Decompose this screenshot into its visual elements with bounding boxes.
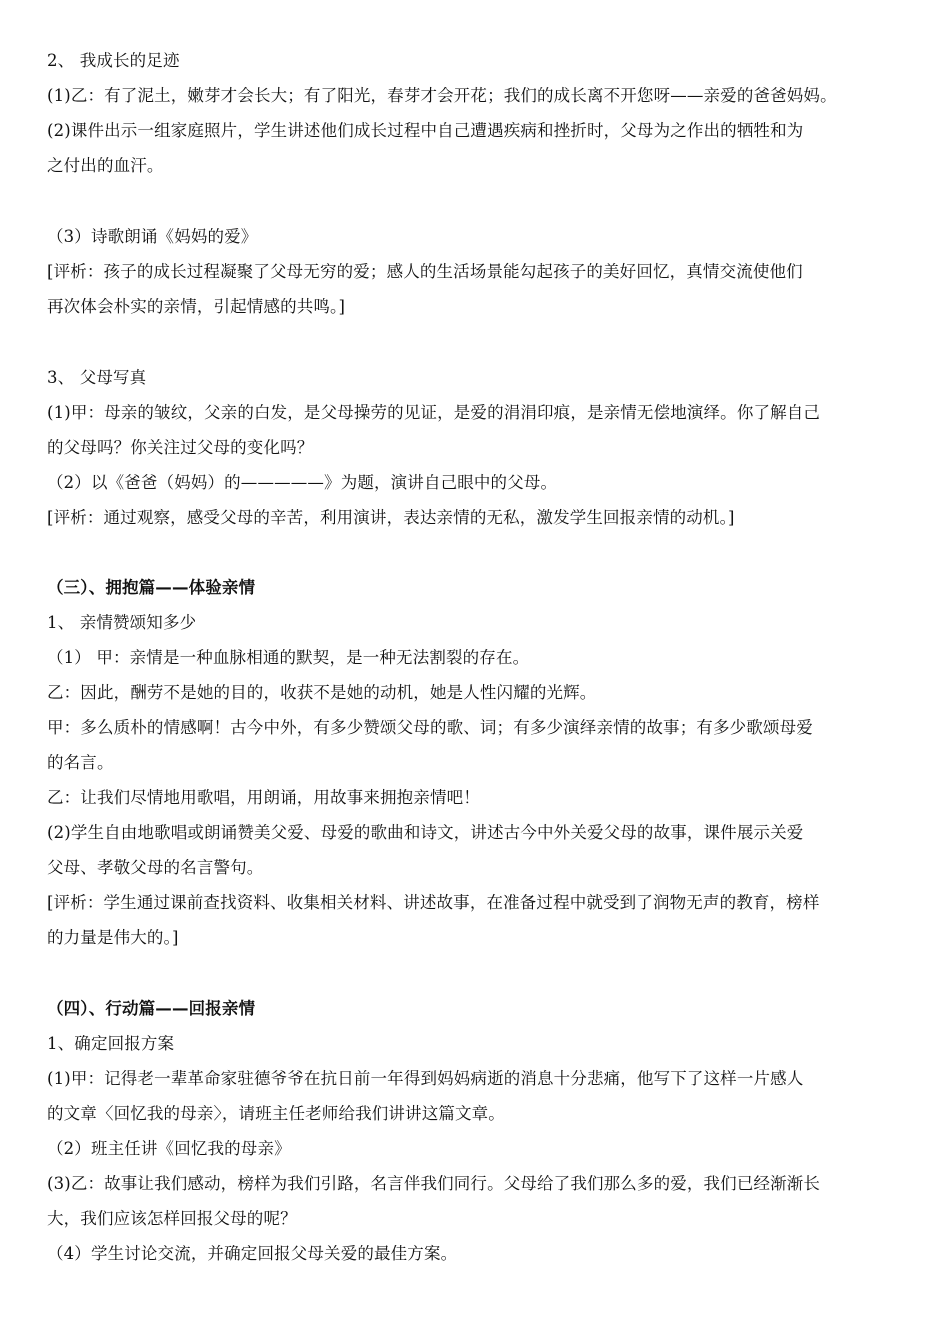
paragraph-action-4: （4）学生讨论交流，并确定回报父母关爱的最佳方案。 — [47, 1244, 458, 1263]
dialogue-jia-2-line-1: 甲：多么质朴的情感啊！古今中外，有多少赞颂父母的歌、词；有多少演绎亲情的故事；有多少歌颂母爱 — [47, 718, 813, 737]
heading-praise-family: 1、 亲情赞颂知多少 — [47, 613, 197, 632]
paragraph-portrait-2: （2）以《爸爸（妈妈）的—————》为题，演讲自己眼中的父母。 — [47, 473, 558, 492]
heading-repay-plan: 1、确定回报方案 — [47, 1034, 175, 1053]
paragraph-growth-2-line-2: 之付出的血汗。 — [47, 156, 164, 175]
comment-growth-line-2: 再次体会朴实的亲情，引起情感的共鸣。] — [47, 297, 346, 316]
heading-my-growth: 2、 我成长的足迹 — [47, 51, 180, 70]
paragraph-growth-1: (1)乙：有了泥土，嫩芽才会长大；有了阳光，春芽才会开花；我们的成长离不开您呀——亲爱的爸爸妈妈。 — [47, 86, 837, 105]
dialogue-jia-1: （1） 甲：亲情是一种血脉相通的默契，是一种无法割裂的存在。 — [47, 648, 530, 667]
comment-portrait: [评析：通过观察，感受父母的辛苦，利用演讲，表达亲情的无私，激发学生回报亲情的动机。] — [47, 508, 735, 527]
paragraph-growth-2-line-1: (2)课件出示一组家庭照片，学生讲述他们成长过程中自己遭遇疾病和挫折时，父母为之作出的牺牲和为 — [47, 121, 804, 140]
paragraph-growth-3: （3）诗歌朗诵《妈妈的爱》 — [47, 227, 258, 246]
paragraph-praise-2-line-1: (2)学生自由地歌唱或朗诵赞美父爱、母爱的歌曲和诗文，讲述古今中外关爱父母的故事，课件展示关爱 — [47, 823, 804, 842]
heading-parents-portrait: 3、 父母写真 — [47, 368, 147, 387]
paragraph-action-1-line-2: 的文章〈回忆我的母亲〉，请班主任老师给我们讲讲这篇文章。 — [47, 1104, 505, 1123]
paragraph-action-1-line-1: (1)甲：记得老一辈革命家驻德爷爷在抗日前一年得到妈妈病逝的消息十分悲痛，他写下了这样一片感人 — [47, 1069, 804, 1088]
section-heading-action: （四）、行动篇——回报亲情 — [47, 999, 256, 1018]
comment-praise-line-2: 的力量是伟大的。] — [47, 928, 179, 947]
comment-praise-line-1: [评析：学生通过课前查找资料、收集相关材料、讲述故事，在准备过程中就受到了润物无声的教育，榜样 — [47, 893, 820, 912]
comment-growth-line-1: [评析：孩子的成长过程凝聚了父母无穷的爱；感人的生活场景能勾起孩子的美好回忆，真情交流使他们 — [47, 262, 803, 281]
dialogue-yi-2: 乙：让我们尽情地用歌唱，用朗诵，用故事来拥抱亲情吧！ — [47, 788, 480, 807]
paragraph-action-3-line-1: (3)乙：故事让我们感动，榜样为我们引路，名言伴我们同行。父母给了我们那么多的爱，我们已经渐渐长 — [47, 1174, 821, 1193]
paragraph-portrait-1-line-2: 的父母吗？你关注过父母的变化吗？ — [47, 438, 314, 457]
paragraph-action-2: （2）班主任讲《回忆我的母亲》 — [47, 1139, 291, 1158]
dialogue-jia-2-line-2: 的名言。 — [47, 753, 114, 772]
paragraph-praise-2-line-2: 父母、孝敬父母的名言警句。 — [47, 858, 264, 877]
section-heading-embrace: （三）、拥抱篇——体验亲情 — [47, 578, 256, 597]
dialogue-yi-1: 乙：因此，酬劳不是她的目的，收获不是她的动机，她是人性闪耀的光辉。 — [47, 683, 597, 702]
paragraph-portrait-1-line-1: (1)甲：母亲的皱纹，父亲的白发，是父母操劳的见证，是爱的涓涓印痕，是亲情无偿地演绎。你了解自己 — [47, 403, 821, 422]
paragraph-action-3-line-2: 大，我们应该怎样回报父母的呢？ — [47, 1209, 297, 1228]
